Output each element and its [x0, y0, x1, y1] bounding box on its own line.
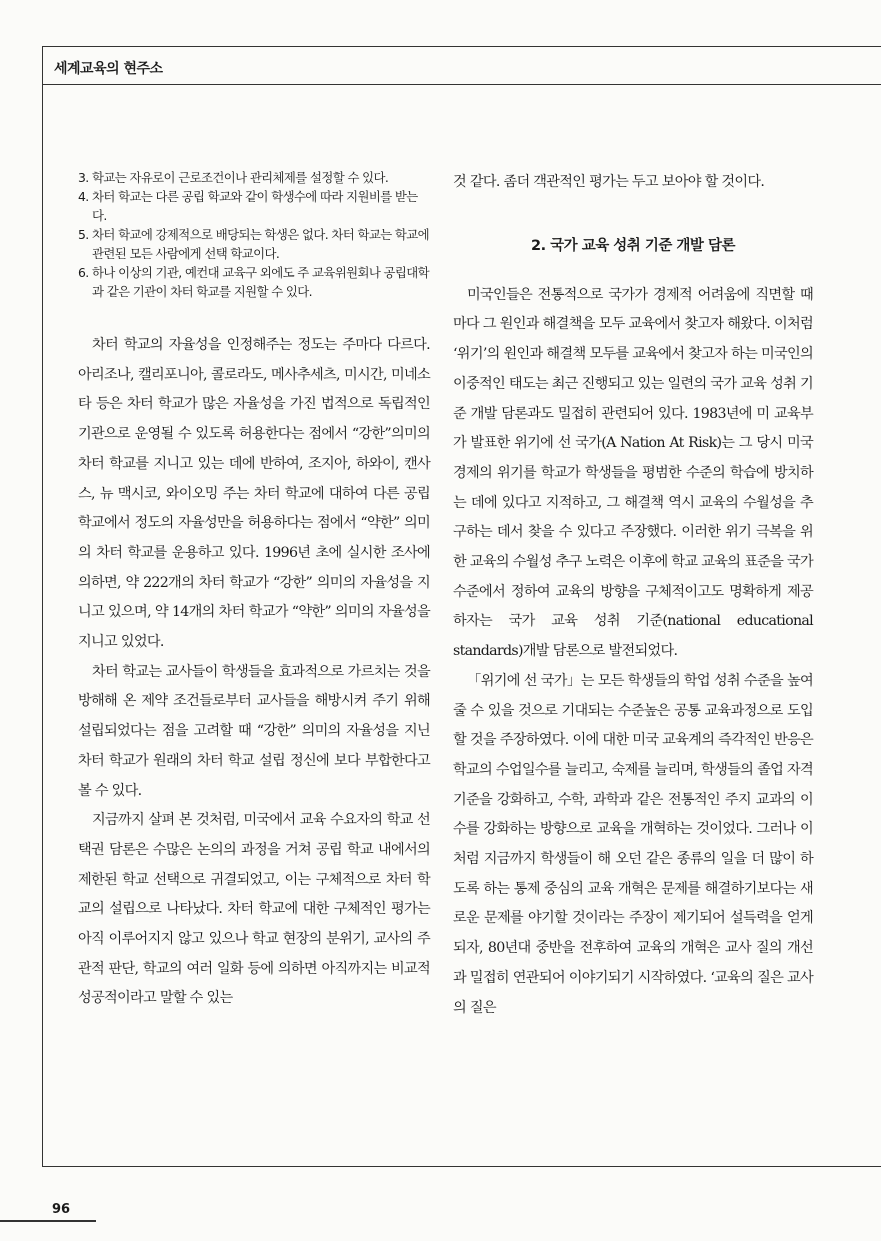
numbered-list: [78, 168, 430, 301]
running-header: 세계교육의 현주소: [54, 61, 163, 77]
list-item: [78, 168, 430, 187]
list-text: 차터 학교에 강제적으로 배당되는 학생은 없다. 차터 학교는 학교에 관련된 모든 사람에게 선택 학교이다.: [92, 227, 430, 261]
paragraph: 지금까지 살펴 본 것처럼, 미국에서 교육 수요자의 학교 선택권 담론은 수많은 논의의 과정을 거쳐 공립 학교 내에서의 제한된 학교 선택으로 귀결되었고, 이는 구체적으로 차터 학교의 설립으로 나타났다. 차터 학교에 대한 구체적인 평가는 아직 이루어지지 않고 있으나 학교 현장의 분위기, 교사의 주관적 판단, 학교의 여러 일화 등에 의하면 아직까지는 비교적 성공적이라고 말할 수 있는: [78, 812, 430, 1007]
list-text: 학교는 자유로이 근로조건이나 관리체제를 설정할 수 있다.: [92, 170, 389, 185]
paragraph: 미국인들은 전통적으로 국가가 경제적 어려움에 직면할 때마다 그 원인과 해결책을 모두 교육에서 찾고자 해왔다. 이처럼 ‘위기’의 원인과 해결책 모두를 교육에서 찾고자 하는 미국인의 이중적인 태도는 최근 진행되고 있는 일련의 국가 교육 성취 기준 개발 담론과도 밀접히 관련되어 있다. 1983년에 미 교육부가 발표한 위기에 선 국가(A Nation At Risk)는 그 당시 미국 경제의 위기를 학교가 학생들을 평범한 수준의 학습에 방치하는 데에 있다고 지적하고, 그 해결책 역시 교육의 수월성을 추구하는 데서 찾을 수 있다고 주장했다. 이러한 위기 극복을 위한 교육의 수월성 추구 노력은 이후에 학교 교육의 표준을 국가 수준에서 정하여 교육의 방향을 구체적이고도 명확하게 제공하자는 국가 교육 성취 기준(national educational standards)개발 담론으로 발전되었다.: [453, 286, 813, 660]
right-column: [453, 168, 813, 1023]
footer-rule: [0, 1220, 96, 1222]
paragraph: 차터 학교는 교사들이 학생들을 효과적으로 가르치는 것을 방해해 온 제약 조건들로부터 교사들을 해방시켜 주기 위해 설립되었다는 점을 고려할 때 “강한” 의미의 자율성을 지닌 차터 학교가 원래의 차터 학교 설립 정신에 보다 부합한다고 볼 수 있다.: [78, 663, 430, 799]
list-item: [78, 187, 430, 225]
paragraph: 「위기에 선 국가」는 모든 학생들의 학업 성취 수준을 높여줄 수 있을 것으로 기대되는 수준높은 공통 교육과정으로 도입할 것을 주장하였다. 이에 대한 미국 교육계의 즉각적인 반응은 학교의 수업일수를 늘리고, 숙제를 늘리며, 학생들의 졸업 자격 기준을 강화하고, 수학, 과학과 같은 전통적인 주지 교과의 이수를 강화하는 방향으로 교육을 개혁하는 것이었다. 그러나 이처럼 지금까지 학생들이 해 오던 같은 종류의 일을 더 많이 하도록 하는 통제 중심의 교육 개혁은 문제를 해결하기보다는 새로운 문제를 야기할 것이라는 주장이 제기되어 설득력을 얻게 되자, 80년대 중반을 전후하여 교육의 개혁은 교사 질의 개선과 밀접히 연관되어 이야기되기 시작하였다. ‘교육의 질은 교사의 질은: [453, 672, 813, 1016]
page-number: 96: [52, 1202, 71, 1217]
list-number: 6.: [78, 265, 89, 280]
paragraph: 차터 학교의 자율성을 인정해주는 정도는 주마다 다르다. 아리조나, 캘리포니아, 콜로라도, 메사추세츠, 미시간, 미네소타 등은 차터 학교가 많은 자율성을 가진 법적으로 독립적인 기관으로 운영될 수 있도록 허용한다는 점에서 “강한”의미의 차터 학교를 지니고 있는 데에 반하여, 조지아, 하와이, 캔사스, 뉴 맥시코, 와이오밍 주는 차터 학교에 대하여 다른 공립학교에서 정도의 자율성만을 허용하다는 점에서 “약한” 의미의 차터 학교를 운용하고 있다. 1996년 초에 실시한 조사에 의하면, 약 222개의 차터 학교가 “강한” 의미의 자율성을 지니고 있으며, 약 14개의 차터 학교가 “약한” 의미의 자율성을 지니고 있었다.: [78, 337, 430, 651]
list-text: 차터 학교는 다른 공립 학교와 같이 학생수에 따라 지원비를 받는다.: [92, 189, 418, 223]
paragraph-continuation: 것 같다. 좀더 객관적인 평가는 두고 보아야 할 것이다.: [453, 174, 765, 190]
list-item: [78, 263, 430, 301]
section-heading: 2. 국가 교육 성취 기준 개발 담론: [531, 237, 735, 254]
list-number: 5.: [78, 227, 89, 242]
header-rule: [42, 84, 881, 85]
list-text: 하나 이상의 기관, 예컨대 교육구 외에도 주 교육위원회나 공립대학과 같은 기관이 차터 학교를 지원할 수 있다.: [92, 265, 430, 299]
list-item: [78, 225, 430, 263]
list-number: 4.: [78, 189, 89, 204]
left-column: [78, 168, 430, 1014]
list-number: 3.: [78, 170, 89, 185]
